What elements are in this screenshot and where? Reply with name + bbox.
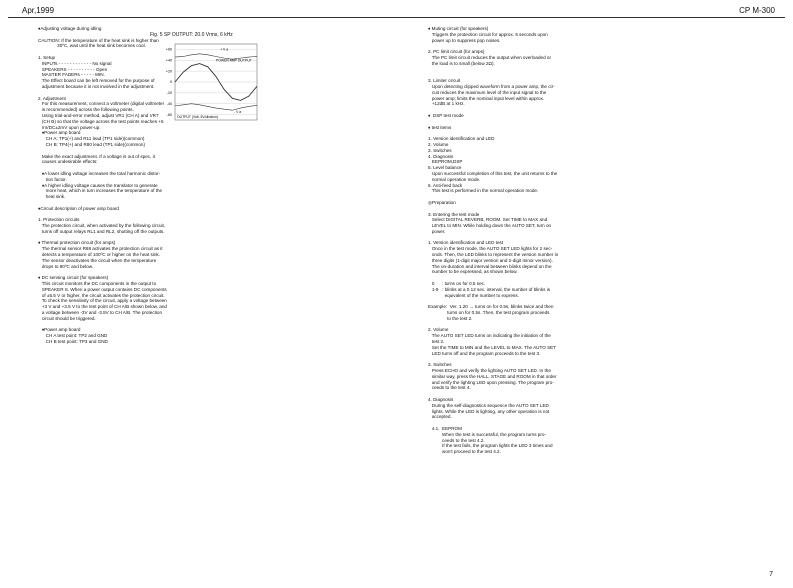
text-line: +12dB at 1 kHz. [428,101,465,107]
text-line: and verify the lighting LED upon pressing. The program pro- [428,379,554,385]
text-line: SPEAKERS - - - - - - - - - - Open [38,66,108,72]
text-line: If the test fails, the program lights the LED 3 times and [428,443,553,449]
text-line: 5. Level balance [428,165,462,171]
header-date: Apr,1999 [22,6,55,15]
text-line: power amp; limits the nominal input level within approx. [428,95,545,101]
text-line: CH B: TP4(+) and R80 lead (TP1 side)(common) [38,141,146,147]
text-line: 1. Protection circuits [38,217,80,223]
text-line: detects a temperature of 100ºC or higher on the heat sink. [38,252,160,258]
text-line: Make the exact adjustment. If a voltage is out of spec, it [38,153,155,159]
text-line: The AUTO SET LED turns on indicating the initiation of the [428,333,551,339]
text-line: 3. Switches [428,362,452,368]
text-line: LED turns off and the program proceeds to the test 3. [428,350,541,356]
text-line: Upon detecting clipped waveform from a power amp, the cir- [428,83,555,89]
text-line: 4.1. EEPROM [428,425,462,431]
text-line: power. [428,228,446,234]
header-rule [8,17,785,18]
text-line: CAUTION: If the temperature of the heat sink is higher than [38,37,159,43]
text-line: test 2. [428,339,445,345]
text-line: EEPROM,DSP [428,159,463,165]
label-output: POWER AMP OUTPUT [216,58,252,63]
text-line: ♦Circuit description of power amp board [38,205,119,211]
x-axis-label: OUTPUT (Volt, 5V/division) [177,115,219,119]
text-line: Upon successful completion of this test, the unit returns to the [428,170,558,176]
text-line: onds. Then, the LED blinks to represent the version number in [428,252,559,258]
text-line: turns off output relays RL1 and RL2, shutting off the outputs. [38,228,165,234]
text-line: 1. Version identification and LED [428,136,495,142]
text-line: For this measurement, connect a voltmeter (digital voltmeter [38,101,165,107]
text-line: number to be expressed, as shown below. [428,269,518,275]
text-line: adjustment because it is not involved in the adjustment. [38,83,155,89]
text-line: ♦Adjusting voltage during idling [38,26,102,31]
text-line: ♦ Muting circuit (for speakers) [428,26,489,31]
text-line: The thermal sensor R68 activates the protection circuit as it [38,246,163,252]
text-line: 6. Anti-feed back [428,182,463,188]
text-line: ceeds to the test 4. [428,385,471,391]
y-tick-label: +40 [165,58,172,63]
text-line: Example: Ver. 1.20 → turns on for 0.5s, blinks twice and then [428,304,554,310]
text-line: turns on for 0.5s. Then, the test program proceeds [428,310,550,316]
text-line: ♦A lower idling voltage increases the total harmonic distor- [38,170,161,176]
text-line: 2. PC limit circuit (for amps) [428,49,485,55]
text-line: INPUTs - - - - - - - - - - - - No signal [38,60,112,66]
text-line: the load is to small (below 2Ω). [428,60,495,66]
text-line: 30ºC, wait until the heat sink becomes cool. [38,43,146,49]
text-line: LEVEL to MIN. While holding down the AUTO SET, turn on [428,223,552,229]
text-line: This test is performed in the normal operation mode. [428,188,539,194]
text-line: 4. Diagnosis [428,397,454,402]
text-line: The sensor deactivates the circuit when the temperature [38,257,157,263]
y-tick-label: -60 [166,112,172,117]
y-tick-label: -20 [166,91,172,96]
text-line: lights. While the LED is lighting, any other operation is not [428,408,550,414]
text-line: equivalent of the number to express. [428,292,519,298]
text-line: normal operation mode. [428,176,481,182]
text-line: to the test 2. [428,315,473,321]
text-line: Press ECHO and verify the lighting AUTO SET LED. In the [428,368,551,374]
text-line: three digits (1-digit major version and 2-digit minor version). [428,257,553,263]
text-line: accepted. [428,414,452,420]
text-line: 3. Limiter circuit [428,78,461,84]
figure-title: Fig. 5 SP OUTPUT: 20.0 Vrms, 6 kHz [150,32,233,38]
text-line: heat sink. [38,194,66,200]
text-line: ♦ DC sensing circuit (for speakers) [38,275,109,281]
text-line: ♦Power amp board [38,327,81,333]
text-line: 2. Volume [428,327,449,333]
text-line: causes undesirable effects: [38,159,98,165]
left-column [38,26,368,345]
text-line: ♦ DSP test mode [428,112,464,118]
text-line: +3 V and +3.5 V to the test point of CH A/B shown below, and [38,304,167,310]
text-line: The PC limit circuit reduces the output when overloaded or [428,54,551,60]
text-line: ceeds to the test 4.2. [428,437,485,443]
y-tick-label: +20 [165,69,172,74]
label-neg: - V a [234,109,242,114]
text-line: To check the sensitivity of the circuit, apply a voltage between [38,298,167,304]
text-line: circuit should be triggered. [38,315,96,321]
text-line: won't proceed to the test 4.2. [428,449,501,455]
text-line: (CH B) so that the voltage across the test points reaches +5 [38,118,164,124]
text-line: 3. Entering the test mode [428,211,480,217]
text-line: The Effect board can be left removed for the purpose of [38,78,155,84]
text-line: MASTER FADERs - - - - - MIN. [38,72,105,78]
text-line: Set the TIME to MIN and the LEVEL to MAX. The AUTO SET [428,344,557,350]
text-line: similar way, press the HALL, STAGE and ROOM in that order [428,373,557,379]
text-line: CH A: TP1(+) and R11 lead (TP1 side)(common) [38,136,145,142]
text-line: This circuit monitors the DC components in the output to [38,281,157,287]
text-line: CH A test point: TP2 and GND [38,333,108,339]
text-line: Once in the test mode, the AUTO SET LED lights for 2 sec- [428,246,553,252]
text-line: 3. Switches [428,147,452,153]
y-tick-label: 0 [170,80,172,85]
text-line: Using trial-and-error method, adjust VR1 (CH A) and VR7 [38,112,159,118]
text-line: 0 : turns on for 0.5 sec. [428,281,486,287]
text-line: When the test is successful, the program turns pro- [428,431,546,437]
text-line: 1-9 : blinks at a 0.12 sec. interval, the number of blinks is [428,286,551,292]
text-line: The on-duration and interval between blinks depend on the [428,263,552,269]
text-line: 2. Volume [428,141,449,147]
text-line: power up to suppress pop noises. [428,37,501,43]
text-line: 4. Diagnosis [428,153,454,159]
label-pos: + V a [220,47,229,52]
text-line: ♦ test items [428,124,452,130]
y-tick-label: -40 [166,101,172,106]
text-line: ◎Preparation [428,199,456,205]
text-line: is recommended) across the following points. [38,107,134,113]
text-line: of ±5.5 V or higher, the circuit activates the protection circuit. [38,292,165,298]
text-line: During the self-diagnostics sequence the AUTO SET LED [428,402,549,408]
text-line: 2. Adjustment [38,95,66,101]
text-line: cuit reduces the maximum level of the input signal to the [428,89,547,95]
text-line: CH B test point: TP3 and GND [38,339,108,345]
text-line: Select DIGITAL REVERB, ROOM. Set TIME to MAX and [428,217,548,223]
text-line: The protection circuit, when activated by the following circuit, [38,223,166,229]
text-line: more heat, which in turn increases the temperature of the [38,188,163,194]
text-line: Triggers the protection circuit for approx. 5 seconds upon [428,31,548,37]
text-line: 1. Version identification and LED test [428,240,504,246]
text-line: mVDC±2mV upon power-up. [38,124,101,130]
right-column [428,26,778,455]
text-line: 1. Setup [38,54,56,60]
text-line: a voltage between -3V and -3.5V to CH A/B. The protection [38,310,163,316]
header-model: CP M-300 [739,6,775,15]
text-line: ♦ Thermal protection circuit (for amps) [38,240,116,246]
y-tick-label: +60 [165,47,172,52]
text-line: drops to 90ºC and below. [38,263,94,269]
text-line: tion factor. [38,176,67,182]
text-line: SPEAKER S. When a power output contains DC components [38,286,167,292]
text-line: ♦Power amp board [38,130,81,136]
text-line: ♦A higher idling voltage causes the translator to generate [38,182,158,188]
page-number: 7 [769,571,773,578]
